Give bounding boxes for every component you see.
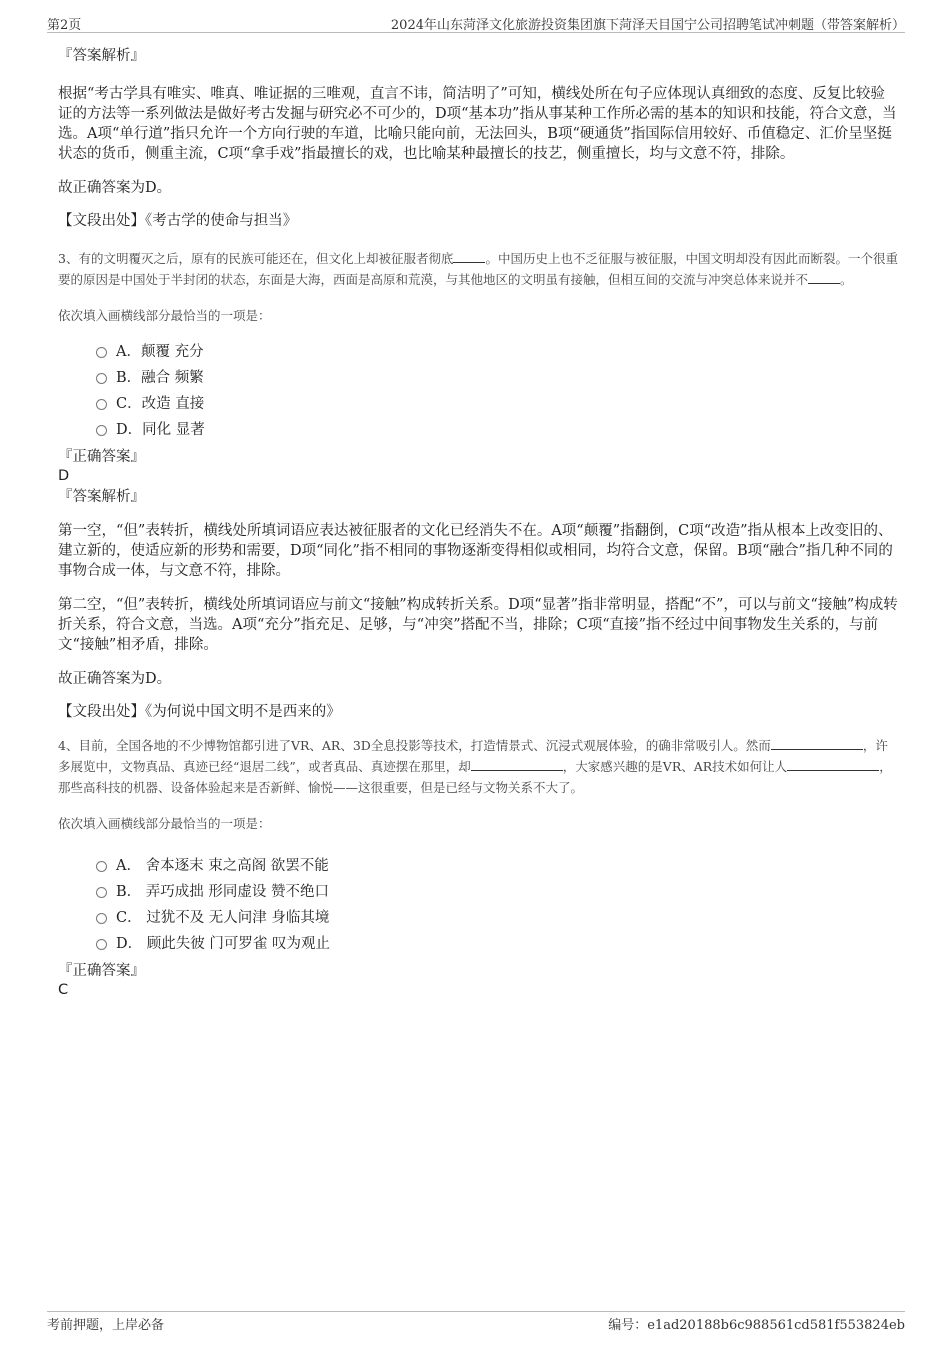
q3-option-b-label: B．融合 频繁 [116, 369, 204, 386]
footer-slogan: 考前押题，上岸必备 [47, 1318, 165, 1333]
q3-analysis-1: 第一空，“但”表转折，横线处所填词语应表达被征服者的文化已经消失不在。A项“颠覆”指翻倒，C项“改造”指从根本上改变旧的、建立新的，使适应新的形势和需要，D项“同化”指不相同的事物逐渐变得相似或相同，均符合文意，保留。B项“融合”指几种不同的事物合成一体，与文意不符，排除。 [58, 523, 893, 579]
page-header [0, 0, 950, 34]
q4-blank-3 [787, 757, 879, 771]
q3-stem-part-b: 。中国历史上也不乏征服与被征服，中国文明却没有因此而断裂。一个很重要的原因是中国处于半封闭的状态，东面是大海，西面是高原和荒漠，与其他地区的文明虽有接触，但相互间的交流与冲突总体来说并不 [58, 251, 898, 287]
q4-blank-2 [471, 757, 563, 771]
q4-stem-part-b: ，许多展览中，文物真品、真迹已经“退居二线”，或者真品、真迹摆在那里，却 [58, 738, 888, 774]
radio-button-icon[interactable] [96, 399, 107, 410]
q3-stem-part-a: 3、有的文明覆灭之后，原有的民族可能还在，但文化上却被征服者彻底 [58, 251, 454, 266]
radio-button-icon[interactable] [96, 939, 107, 950]
q4-blank-1 [771, 736, 863, 750]
q3-source: 【文段出处】《为何说中国文明不是西来的》 [58, 704, 341, 720]
q3-blank-1 [453, 249, 485, 263]
page-content [58, 44, 898, 999]
q3-correct-label: 『正确答案』 [58, 449, 145, 465]
q4-correct-label: 『正确答案』 [58, 963, 145, 979]
q3-options [58, 337, 898, 441]
q3-conclusion: 故正确答案为D。 [58, 671, 172, 687]
radio-button-icon[interactable] [96, 373, 107, 384]
q2-source: 【文段出处】《考古学的使命与担当》 [58, 213, 298, 229]
q4-stem [58, 735, 898, 798]
q4-option-b[interactable] [96, 877, 898, 903]
q4-option-a[interactable] [96, 851, 898, 877]
footer-divider [47, 1311, 905, 1312]
q3-stem-part-c: 。 [840, 272, 853, 287]
radio-button-icon[interactable] [96, 425, 107, 436]
document-title: 2024年山东菏泽文化旅游投资集团旗下菏泽天目国宁公司招聘笔试冲刺题（带答案解析） [390, 18, 905, 33]
q4-option-c-label: C． 过犹不及 无人问津 身临其境 [116, 909, 330, 926]
q3-analysis-label: 『答案解析』 [58, 489, 145, 505]
q4-option-d[interactable] [96, 929, 898, 955]
q3-blank-2 [808, 270, 840, 284]
radio-button-icon[interactable] [96, 861, 107, 872]
q3-stem [58, 248, 898, 290]
page-footer [0, 1300, 950, 1345]
document-id: 编号：e1ad20188b6c988561cd581f553824eb [608, 1318, 905, 1333]
q3-option-d-label: D．同化 显著 [116, 421, 205, 438]
q3-analysis-2: 第二空，“但”表转折，横线处所填词语应与前文“接触”构成转折关系。D项“显著”指非常明显，搭配“不”，可以与前文“接触”构成转折关系，符合文意，当选。A项“充分”指充足、足够，与“冲突”搭配不当，排除；C项“直接”指不经过中间事物发生关系的，与前文“接触”相矛盾，排除。 [58, 597, 898, 653]
q4-stem-part-a: 4、目前，全国各地的不少博物馆都引进了VR、AR、3D全息投影等技术，打造情景式、沉浸式观展体验，的确非常吸引人。然而 [58, 738, 771, 753]
q4-options [58, 851, 898, 955]
q4-stem-part-c: ，大家感兴趣的是VR、AR技术如何让人 [562, 759, 788, 774]
q3-option-a[interactable] [96, 337, 898, 363]
q3-option-a-label: A．颠覆 充分 [116, 343, 204, 360]
header-divider [47, 32, 905, 33]
q4-option-d-label: D． 顾此失彼 门可罗雀 叹为观止 [116, 935, 330, 952]
q4-correct-value: C [58, 982, 69, 998]
q3-option-c-label: C．改造 直接 [116, 395, 205, 412]
q3-option-d[interactable] [96, 415, 898, 441]
q2-analysis-label: 『答案解析』 [58, 48, 145, 64]
radio-button-icon[interactable] [96, 347, 107, 358]
page-number: 第2页 [47, 18, 82, 33]
q4-option-c[interactable] [96, 903, 898, 929]
q4-instruction: 依次填入画横线部分最恰当的一项是： [58, 816, 271, 831]
q3-option-b[interactable] [96, 363, 898, 389]
radio-button-icon[interactable] [96, 913, 107, 924]
q3-correct-value: D [58, 468, 70, 484]
q2-analysis-text: 根据“考古学具有唯实、唯真、唯证据的三唯观，直言不讳，简洁明了”可知，横线处所在句子应体现认真细致的态度、反复比较验证的方法等一系列做法是做好考古发掘与研究必不可少的，D项“基本功”指从事某种工作所必需的基本的知识和技能，符合文意，当选。A项“单行道”指只允许一个方向行驶的车道，比喻只能向前，无法回头，B项“硬通货”指国际信用较好、币值稳定、汇价呈坚挺状态的货币，侧重主流，C项“拿手戏”指最擅长的戏，也比喻某种最擅长的技艺，侧重擅长，均与文意不符，排除。 [58, 86, 897, 162]
q3-instruction: 依次填入画横线部分最恰当的一项是： [58, 308, 271, 323]
q4-stem-part-d: ，那些高科技的机器、设备体验起来是否新鲜、愉悦——这很重要，但是已经与文物关系不大了。 [58, 759, 892, 795]
q4-option-b-label: B． 弄巧成拙 形同虚设 赞不绝口 [116, 883, 329, 900]
q4-option-a-label: A． 舍本逐末 束之高阁 欲罢不能 [116, 857, 329, 874]
radio-button-icon[interactable] [96, 887, 107, 898]
q2-conclusion: 故正确答案为D。 [58, 180, 172, 196]
q3-option-c[interactable] [96, 389, 898, 415]
